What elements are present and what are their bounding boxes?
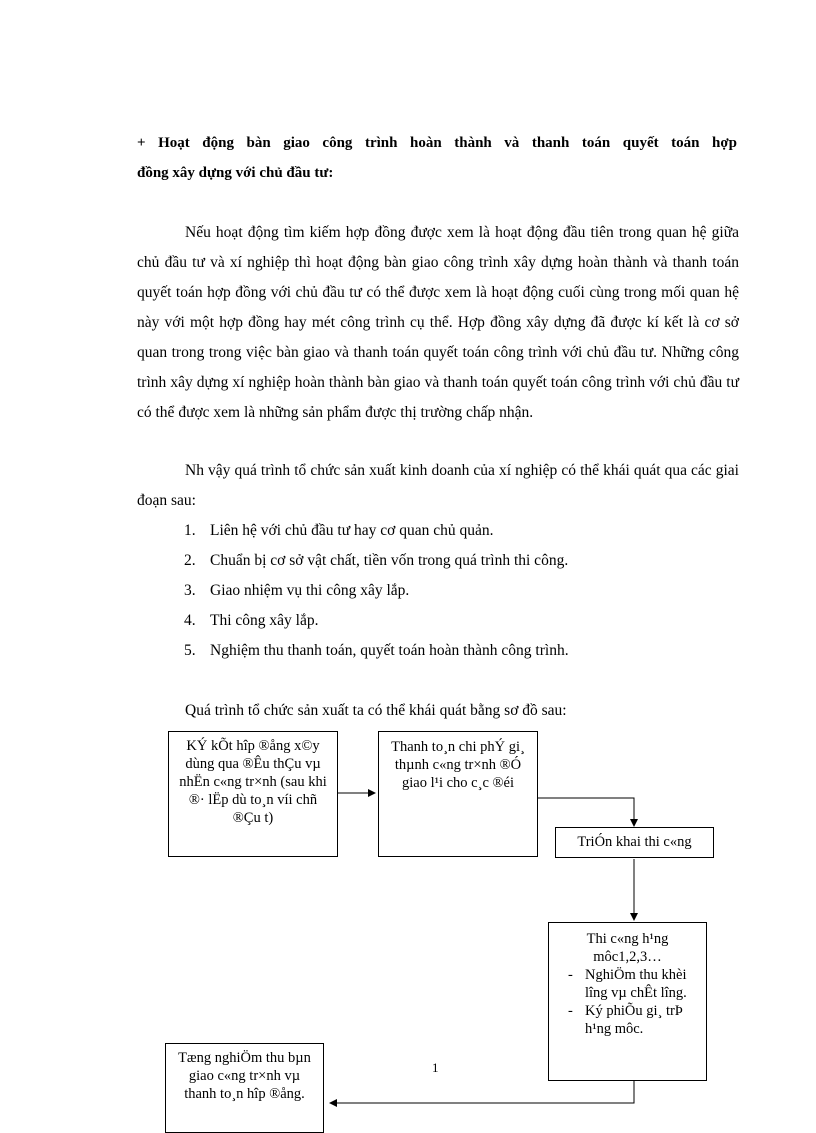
paragraph-2-text: Nh vậy quá trình tổ chức sản xuất kinh doanh của xí nghiệp có thể khái quát qua các giai đoạn sau: [137, 462, 739, 509]
flow-box-construction-list [559, 966, 696, 1038]
page-number: 1 [432, 1060, 439, 1075]
list-item-number: 1. [184, 522, 196, 539]
list-item-text: Thi công xây lắp. [210, 612, 319, 629]
flow-box-final-acceptance [165, 1043, 324, 1133]
flow-box-payment-text: Thanh to¸n chi phÝ gi¸ thµnh c«ng tr×nh ®Ó giao l¹i cho c¸c ®éi [391, 739, 525, 791]
flow-box-construction-title: Thi c«ng h¹ng môc1,2,3… [586, 931, 669, 965]
section-heading-line2: đồng xây dựng với chủ đầu tư: [137, 165, 334, 181]
arrow-box2-to-box3 [538, 798, 634, 826]
paragraph-1-text: Nếu hoạt động tìm kiếm hợp đồng được xem là hoạt động đầu tiên trong quan hệ giữa chủ đầu tư và xí nghiệp thì hoạt động bàn giao công trình xây dựng hoàn thành và thanh toán quyết toán hợp đồng với chủ đầu tư có thể được xem là hoạt động cuối cùng trong mối quan hệ này với một hợp đồng hay mét công trình cụ thể. Hợp đồng xây dựng đã được kí kết là cơ sở quan trong trong việc bàn giao và thanh toán quyết toán công trình với chủ đầu tư. Những công trình xây dựng xí nghiệp hoàn thành bàn giao và thanh toán quyết toán công trình với chủ đầu tư có thể được xem là những sản phẩm được thị trường chấp nhận. [137, 224, 739, 421]
arrow-box4-to-box5 [330, 1081, 634, 1103]
list-item-number: 2. [184, 552, 196, 569]
list-item-number: 5. [184, 642, 196, 659]
flow-box-payment [378, 731, 538, 857]
flow-box-deploy-text: TriÓn khai thi c«ng [577, 834, 692, 850]
list-item: - Ký phiÕu gi¸ trÞ h¹ng môc. [559, 1002, 696, 1038]
flow-box-final-acceptance-text: Tæng nghiÖm thu bµn giao c«ng tr×nh vµ thanh to¸n hîp ®ång. [178, 1050, 311, 1102]
list-item-number: 4. [184, 612, 196, 629]
list-item-text: Liên hệ với chủ đầu tư hay cơ quan chủ quản. [210, 522, 494, 539]
flow-box-contract-text: KÝ kÕt hîp ®ång x©y dùng qua ®Êu thÇu vµ nhËn c«ng tr×nh (sau khi ®· lËp dù to¸n víi chñ ®Çu t) [179, 738, 327, 826]
list-item: - NghiÖm thu khèi lîng vµ chÊt lîng. [559, 966, 696, 1002]
list-item-text: Giao nhiệm vụ thi công xây lắp. [210, 582, 410, 599]
list-item-text: Chuẩn bị cơ sở vật chất, tiền vốn trong quá trình thi công. [210, 552, 569, 569]
diagram-intro-text: Quá trình tổ chức sản xuất ta có thể khái quát bằng sơ đồ sau: [185, 702, 567, 719]
list-item-text: Nghiệm thu thanh toán, quyết toán hoàn thành công trình. [210, 642, 569, 659]
section-heading-line1: + Hoạt động bàn giao công trình hoàn thành và thanh toán quyết toán hợp [137, 135, 737, 151]
flow-box-construction [548, 922, 707, 1081]
list-item-number: 3. [184, 582, 196, 599]
flow-box-deploy [555, 827, 714, 858]
flow-box-contract [168, 731, 338, 857]
